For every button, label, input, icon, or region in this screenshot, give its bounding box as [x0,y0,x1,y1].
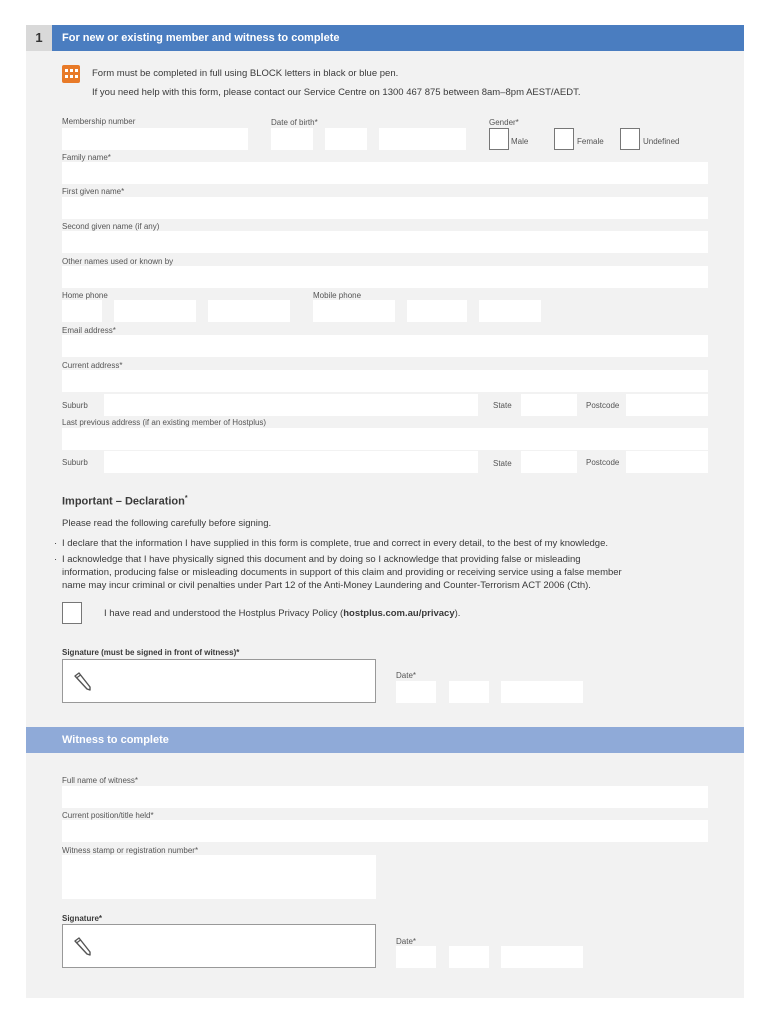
postcode-label: Postcode [586,401,620,410]
note-line-1: Form must be completed in full using BLOCK letters in black or blue pen. [92,68,399,79]
suburb-2-label: Suburb [62,458,88,467]
pencil-icon [71,670,93,692]
witness-stamp-input[interactable] [62,855,376,899]
state-2-input[interactable] [521,451,577,473]
bullet-1-marker: · [54,538,58,549]
mobile-phone-part3-input[interactable] [479,300,541,322]
witness-date-month-input[interactable] [449,946,489,968]
witness-section-title: Witness to complete [62,734,169,746]
gender-undefined-label: Undefined [643,137,680,146]
dob-month-input[interactable] [325,128,367,150]
witness-position-label: Current position/title held* [62,811,154,820]
declaration-bullet-2-line-2: information, producing false or misleading documents in support of this claim and providing or receiving service using a false member [62,567,622,578]
privacy-statement [104,608,460,619]
mobile-phone-part2-input[interactable] [407,300,467,322]
mobile-phone-label: Mobile phone [313,291,362,300]
suburb-label: Suburb [62,401,88,410]
member-date-year-input[interactable] [501,681,583,703]
membership-number-input[interactable] [62,128,248,150]
section-number: 1 [26,25,52,51]
home-phone-part1-input[interactable] [114,300,196,322]
member-date-day-input[interactable] [396,681,436,703]
current-address-input[interactable] [62,370,708,392]
note-line-2: If you need help with this form, please contact our Service Centre on 1300 467 875 between 8am–8pm AEST/AEDT. [92,87,581,98]
gender-male-checkbox[interactable] [489,128,509,150]
email-label: Email address* [62,326,116,335]
other-names-input[interactable] [62,266,708,288]
membership-number-label: Membership number [62,117,136,126]
suburb-input[interactable] [104,394,478,416]
date-of-birth-label: Date of birth* [271,118,318,127]
witness-full-name-label: Full name of witness* [62,776,139,785]
first-given-name-input[interactable] [62,197,708,219]
email-input[interactable] [62,335,708,357]
postcode-2-label: Postcode [586,458,620,467]
declaration-heading-text: Important – Declaration [62,495,185,508]
other-names-label: Other names used or known by [62,257,174,266]
privacy-link[interactable]: hostplus.com.au/privacy [343,608,455,619]
declaration-heading-mark: * [184,495,188,502]
member-signature-label: Signature (must be signed in front of witness)* [62,648,240,657]
witness-position-input[interactable] [62,820,708,842]
declaration-bullet-2-line-1: I acknowledge that I have physically signed this document and by doing so I acknowledge that providing false or misleading [62,554,581,565]
state-2-label: State [493,459,512,468]
gender-female-label: Female [577,137,604,146]
dob-year-input[interactable] [379,128,466,150]
witness-date-day-input[interactable] [396,946,436,968]
home-phone-label: Home phone [62,291,108,300]
witness-full-name-input[interactable] [62,786,708,808]
postcode-2-input[interactable] [626,451,708,473]
state-input[interactable] [521,394,577,416]
bullet-2-marker: · [54,554,58,565]
second-given-name-input[interactable] [62,231,708,253]
family-name-label: Family name* [62,153,111,162]
gender-label: Gender* [489,118,519,127]
section-title: For new or existing member and witness to complete [62,32,340,44]
declaration-heading [62,495,188,508]
section-1-header [26,25,744,51]
declaration-intro: Please read the following carefully before signing. [62,518,272,529]
grid-note-icon [62,65,80,83]
first-given-name-label: First given name* [62,187,125,196]
gender-undefined-checkbox[interactable] [620,128,640,150]
family-name-input[interactable] [62,162,708,184]
current-address-label: Current address* [62,361,123,370]
postcode-input[interactable] [626,394,708,416]
dob-day-input[interactable] [271,128,313,150]
witness-signature-box[interactable] [62,924,376,968]
last-previous-address-input[interactable] [62,428,708,450]
gender-female-checkbox[interactable] [554,128,574,150]
witness-stamp-label: Witness stamp or registration number* [62,846,199,855]
last-previous-address-label: Last previous address (if an existing member of Hostplus) [62,418,267,427]
home-phone-part2-input[interactable] [208,300,290,322]
gender-male-label: Male [511,137,529,146]
suburb-2-input[interactable] [104,451,478,473]
home-phone-area-input[interactable] [62,300,102,322]
witness-section-header [26,727,744,753]
member-signature-box[interactable] [62,659,376,703]
pencil-icon [71,935,93,957]
state-label: State [493,401,512,410]
witness-signature-label: Signature* [62,914,103,923]
second-given-name-label: Second given name (if any) [62,222,160,231]
declaration-bullet-2-line-3: name may incur criminal or civil penalties under Part 12 of the Anti-Money Laundering and Counter-Terrorism ACT 2006 (Cth). [62,580,591,591]
member-date-month-input[interactable] [449,681,489,703]
privacy-checkbox[interactable] [62,602,82,624]
witness-date-label: Date* [396,937,417,946]
privacy-suffix: ). [454,608,461,619]
member-date-label: Date* [396,671,417,680]
privacy-prefix: I have read and understood the Hostplus Privacy Policy ( [104,608,344,619]
witness-date-year-input[interactable] [501,946,583,968]
declaration-bullet-1: I declare that the information I have supplied in this form is complete, true and correct in every detail, to the best of my knowledge. [62,538,609,549]
mobile-phone-part1-input[interactable] [313,300,395,322]
